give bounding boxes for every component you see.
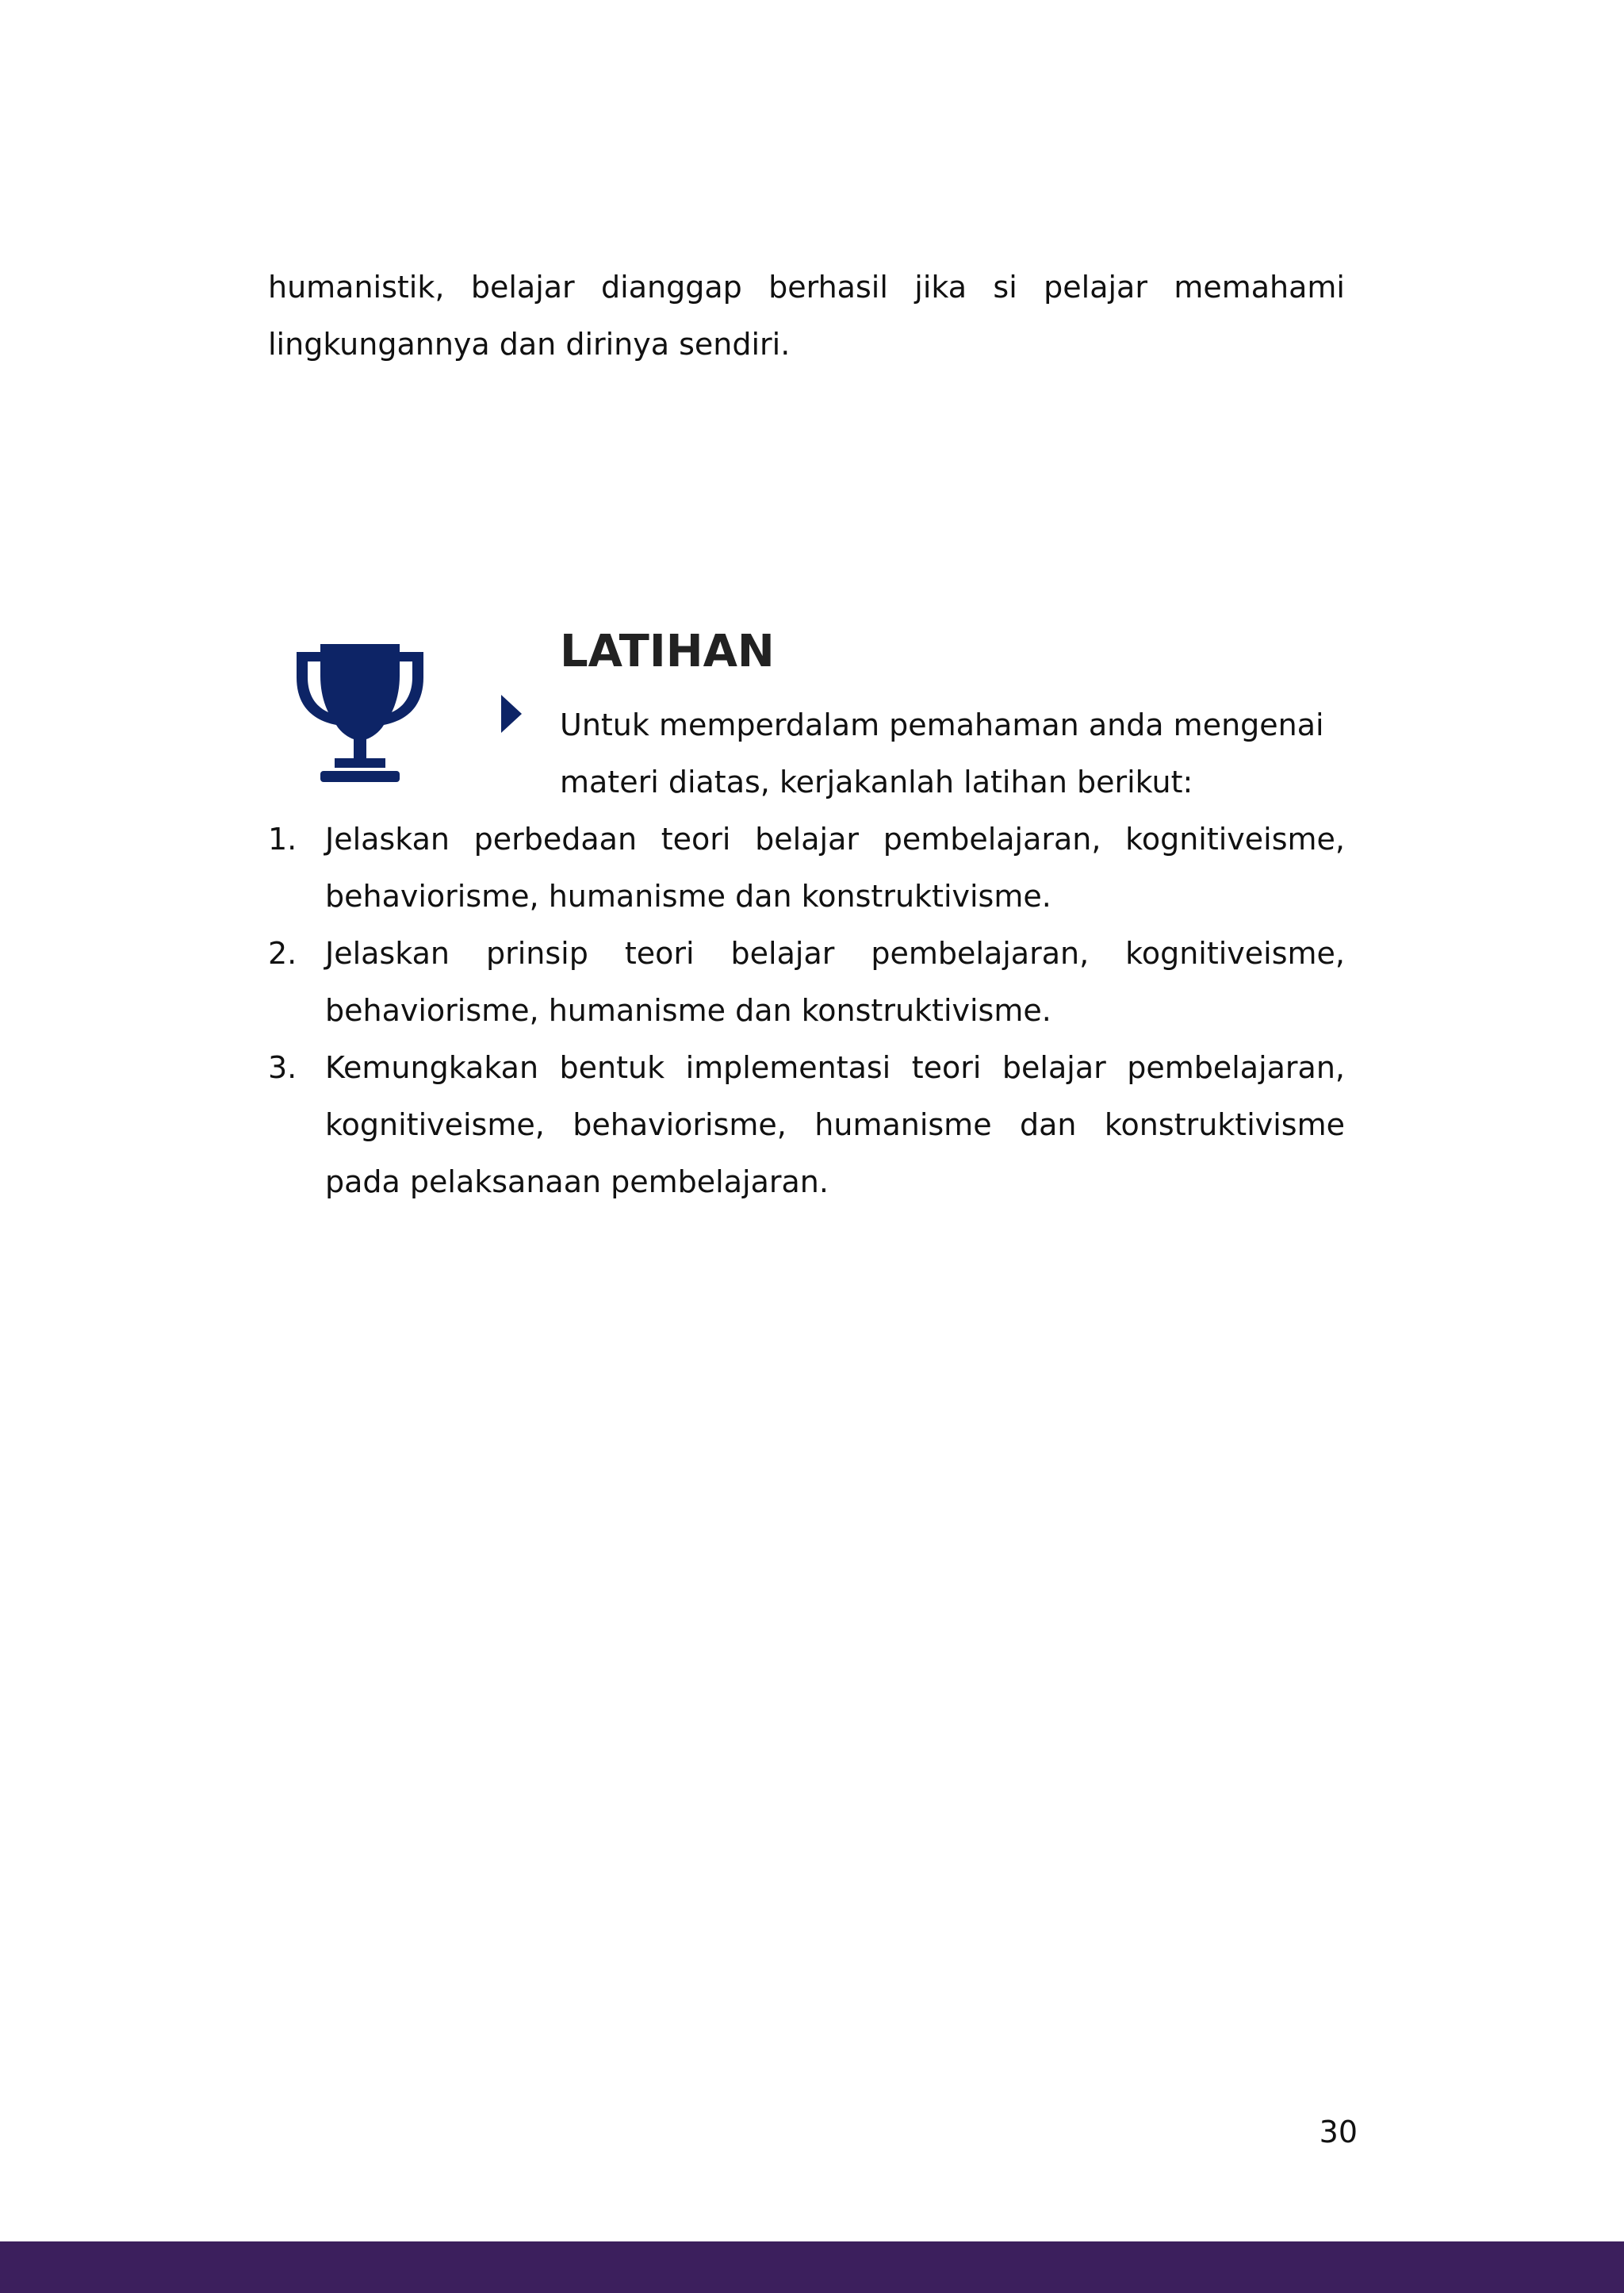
list-item-number: 3. <box>268 1050 297 1085</box>
list-item-number: 2. <box>268 936 297 971</box>
trophy-icon <box>297 641 423 784</box>
list-item <box>268 811 1345 925</box>
list-item-text: Kemungkakan bentuk implementasi teori belajar pembelajaran, kognitiveisme, behaviorisme, humanisme dan konstruktivisme pada pelaksanaan pembelajaran. <box>325 1050 1345 1199</box>
list-item-number: 1. <box>268 822 297 857</box>
page-number: 30 <box>1319 2115 1358 2149</box>
intro-line-1: humanistik, belajar dianggap berhasil jika si pelajar memahami <box>268 270 1345 305</box>
exercise-lead: Untuk memperdalam pemahaman anda mengenai materi diatas, kerjakanlah latihan berikut: <box>560 707 1324 799</box>
list-item-text: Jelaskan prinsip teori belajar pembelajaran, kognitiveisme, behaviorisme, humanisme dan konstruktivisme. <box>325 936 1345 1028</box>
triangle-right-icon <box>501 695 522 733</box>
footer-bar <box>0 2241 1624 2293</box>
intro-line-2: lingkungannya dan dirinya sendiri. <box>268 327 791 362</box>
list-item <box>268 1039 1345 1210</box>
exercise-list <box>268 811 1345 1210</box>
section-heading: LATIHAN <box>560 626 775 677</box>
intro-paragraph <box>268 259 1345 373</box>
list-item-text: Jelaskan perbedaan teori belajar pembelajaran, kognitiveisme, behaviorisme, humanisme dan konstruktivisme. <box>325 822 1345 914</box>
list-item <box>268 925 1345 1039</box>
